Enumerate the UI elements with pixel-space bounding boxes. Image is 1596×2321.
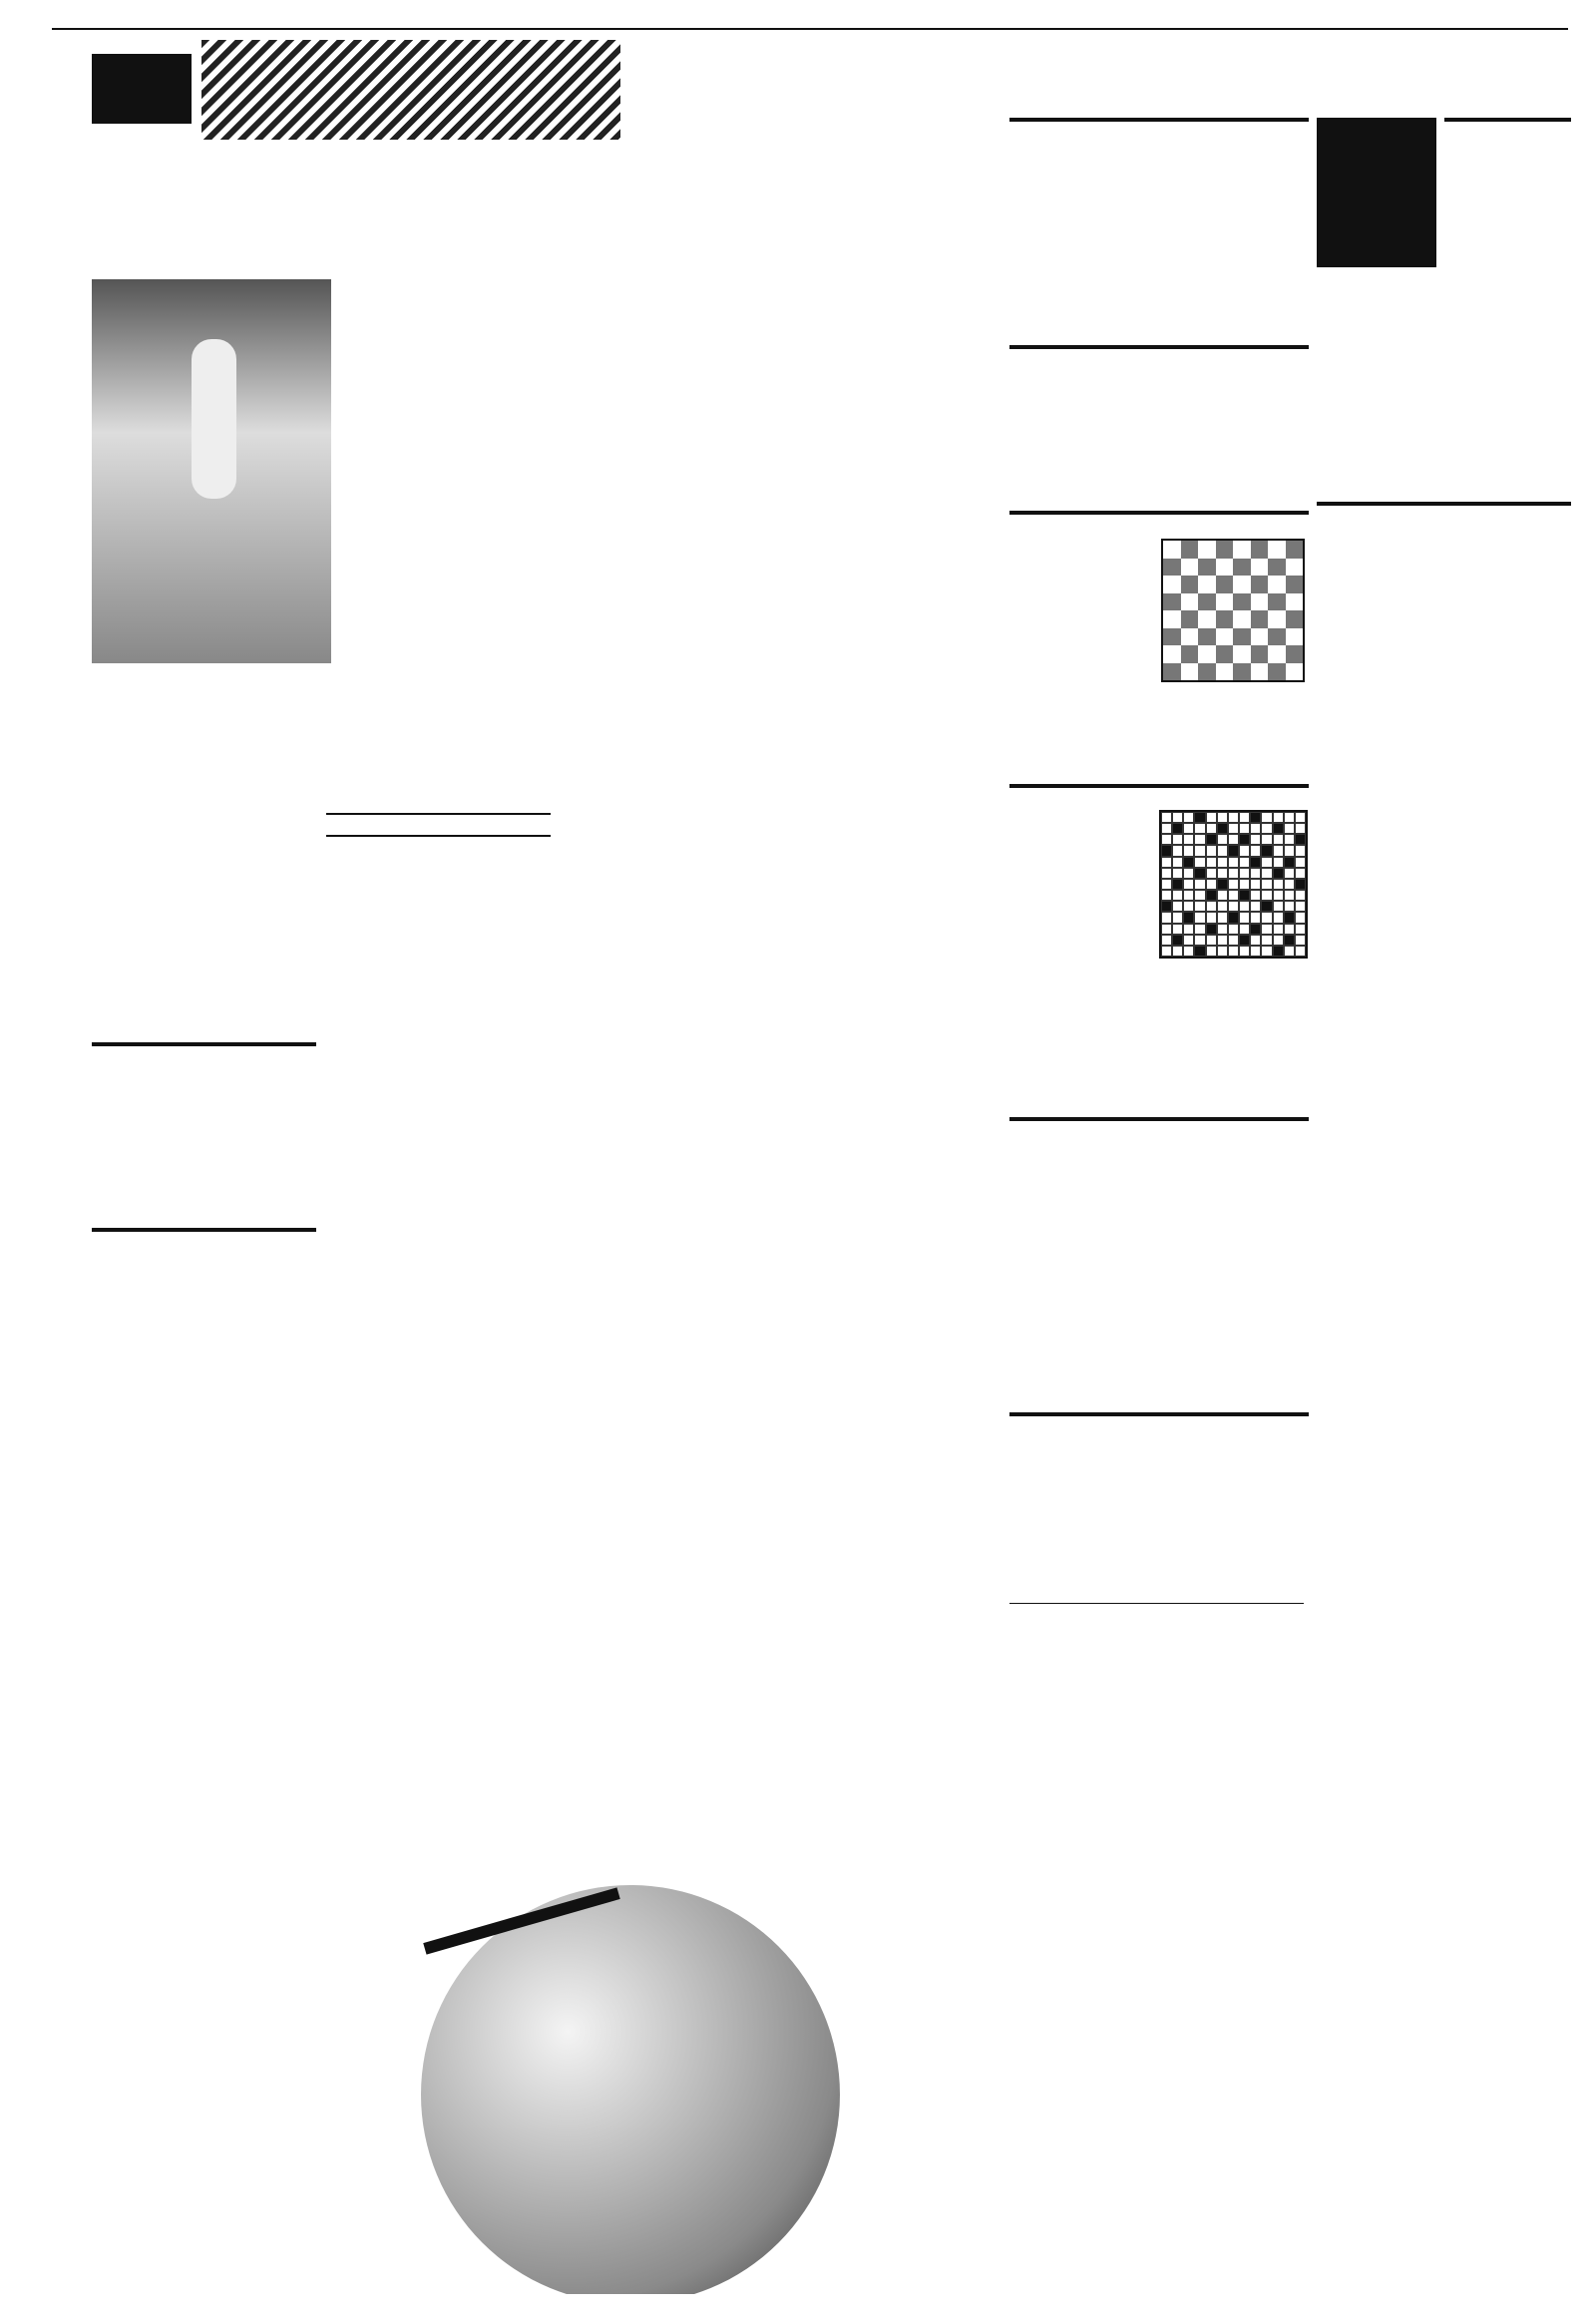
crossword-down xyxy=(1159,975,1304,1035)
pharmacies-title xyxy=(1009,118,1309,122)
crossword-across xyxy=(1009,808,1149,967)
radio-list-1 xyxy=(1009,1434,1154,1594)
chess-board xyxy=(1161,539,1305,682)
social-section xyxy=(92,1042,316,1461)
hours24-box xyxy=(1317,118,1436,267)
clinics-body xyxy=(1009,353,1309,511)
right-content xyxy=(1317,118,1571,2302)
football-illustration xyxy=(421,1885,840,2294)
results-column-3 xyxy=(780,279,1004,1177)
listings-column xyxy=(1009,118,1309,2302)
main-headline xyxy=(92,160,1009,221)
moscow-schedule xyxy=(1009,1638,1304,1708)
crossword-solution xyxy=(1009,1053,1304,1113)
moscow-title xyxy=(1009,1603,1304,1608)
theatre-title xyxy=(1317,502,1571,506)
gymnastics-article xyxy=(780,1187,1004,1287)
radio-list-2 xyxy=(1159,1434,1304,1594)
tv-ert-list xyxy=(1009,1139,1304,1269)
tv-yened-list xyxy=(1009,1289,1304,1408)
weather-body xyxy=(1444,146,1571,425)
derby-article xyxy=(326,813,551,1232)
weddings-body xyxy=(92,1052,316,1222)
chess-body xyxy=(1009,537,1149,776)
radio-title xyxy=(1009,1412,1309,1416)
results-column-2 xyxy=(561,279,770,1137)
clinics-title xyxy=(1009,345,1309,349)
markets-body xyxy=(92,1236,316,1355)
page-header xyxy=(52,4,1568,30)
crossword-grid xyxy=(1159,810,1308,959)
theatre-body xyxy=(1317,532,1571,1070)
sports-header-graphic xyxy=(201,40,620,140)
tenes-schedule xyxy=(1009,1782,1304,1882)
gdr-schedule xyxy=(1009,1742,1304,1772)
hours24-body xyxy=(1317,272,1436,492)
section-label xyxy=(92,54,192,124)
tv-title xyxy=(1009,1117,1309,1121)
pharmacies-body xyxy=(1009,126,1309,345)
markets-title xyxy=(92,1228,316,1232)
propo-ad xyxy=(92,1466,1009,2294)
tickets-headline xyxy=(326,835,551,843)
athlete-photo xyxy=(92,279,331,663)
social-title xyxy=(92,1042,316,1046)
weather-title xyxy=(1444,118,1571,122)
chess-solution xyxy=(1161,700,1301,776)
uefa-body xyxy=(92,813,316,1072)
results-column-1 xyxy=(341,279,551,718)
derby-headline xyxy=(326,813,551,821)
